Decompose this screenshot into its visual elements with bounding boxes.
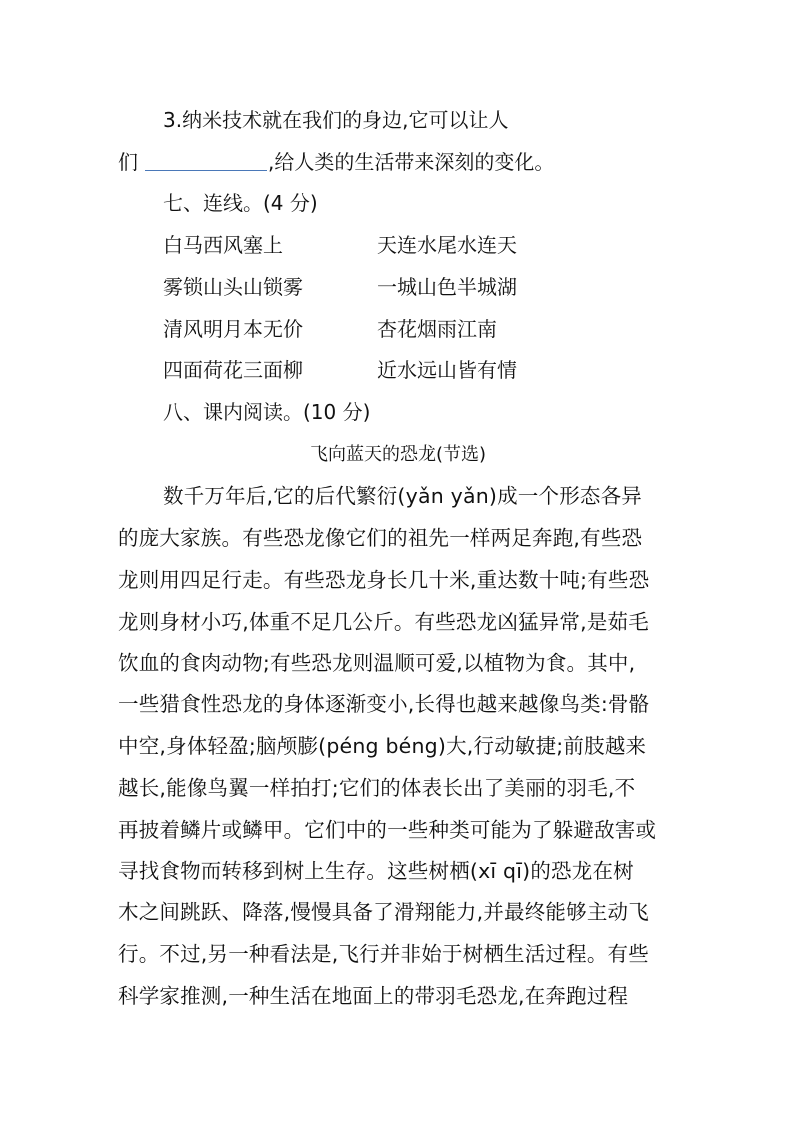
match-right-item[interactable]: 一城山色半城湖 — [377, 275, 517, 299]
match-left-item[interactable]: 清风明月本无价 — [163, 317, 303, 341]
passage-line: 行。不过,另一种看法是,飞行并非始于树栖生活过程。有些 — [118, 942, 649, 966]
section-7-heading: 七、连线。(4 分) — [163, 191, 318, 215]
passage-line: 木之间跳跃、降落,慢慢具备了滑翔能力,并最终能够主动飞 — [118, 900, 649, 924]
passage-line: 科学家推测,一种生活在地面上的带羽毛恐龙,在奔跑过程 — [118, 984, 629, 1008]
match-left-item[interactable]: 四面荷花三面柳 — [163, 358, 303, 382]
passage-line: 中空,身体轻盈;脑颅膨(péng béng)大,行动敏捷;前肢越来 — [118, 734, 647, 758]
match-right-item[interactable]: 近水远山皆有情 — [377, 358, 517, 382]
passage-line: 越长,能像鸟翼一样拍打;它们的体表长出了美丽的羽毛,不 — [118, 776, 636, 800]
answer-blank[interactable] — [145, 170, 267, 171]
passage-line: 寻找食物而转移到树上生存。这些树栖(xī qī)的恐龙在树 — [118, 859, 634, 883]
passage-title: 飞向蓝天的恐龙(节选) — [310, 444, 487, 465]
match-left-item[interactable]: 白马西风塞上 — [163, 233, 283, 257]
section-8-heading: 八、课内阅读。(10 分) — [163, 400, 371, 424]
passage-line: 龙则身材小巧,体重不足几公斤。有些恐龙凶猛异常,是茹毛 — [118, 610, 649, 634]
passage-line: 饮血的食肉动物;有些恐龙则温顺可爱,以植物为食。其中, — [118, 651, 636, 675]
passage-line: 一些猎食性恐龙的身体逐渐变小,长得也越来越像鸟类:骨骼 — [118, 692, 650, 716]
match-right-item[interactable]: 天连水尾水连天 — [377, 233, 517, 257]
passage-line: 数千万年后,它的后代繁衍(yǎn yǎn)成一个形态各异 — [163, 484, 643, 508]
match-left-item[interactable]: 雾锁山头山锁雾 — [163, 275, 303, 299]
question-3-line-2-prefix: 们 — [118, 150, 138, 174]
question-3-line-2-suffix: ,给人类的生活带来深刻的变化。 — [268, 150, 555, 174]
question-3-line-1: 3.纳米技术就在我们的身边,它可以让人 — [163, 108, 509, 132]
passage-line: 再披着鳞片或鳞甲。它们中的一些种类可能为了躲避敌害或 — [118, 818, 657, 842]
passage-line: 龙则用四足行走。有些恐龙身长几十米,重达数十吨;有些恐 — [118, 568, 650, 592]
passage-line: 的庞大家族。有些恐龙像它们的祖先一样两足奔跑,有些恐 — [118, 526, 643, 550]
match-right-item[interactable]: 杏花烟雨江南 — [377, 317, 497, 341]
